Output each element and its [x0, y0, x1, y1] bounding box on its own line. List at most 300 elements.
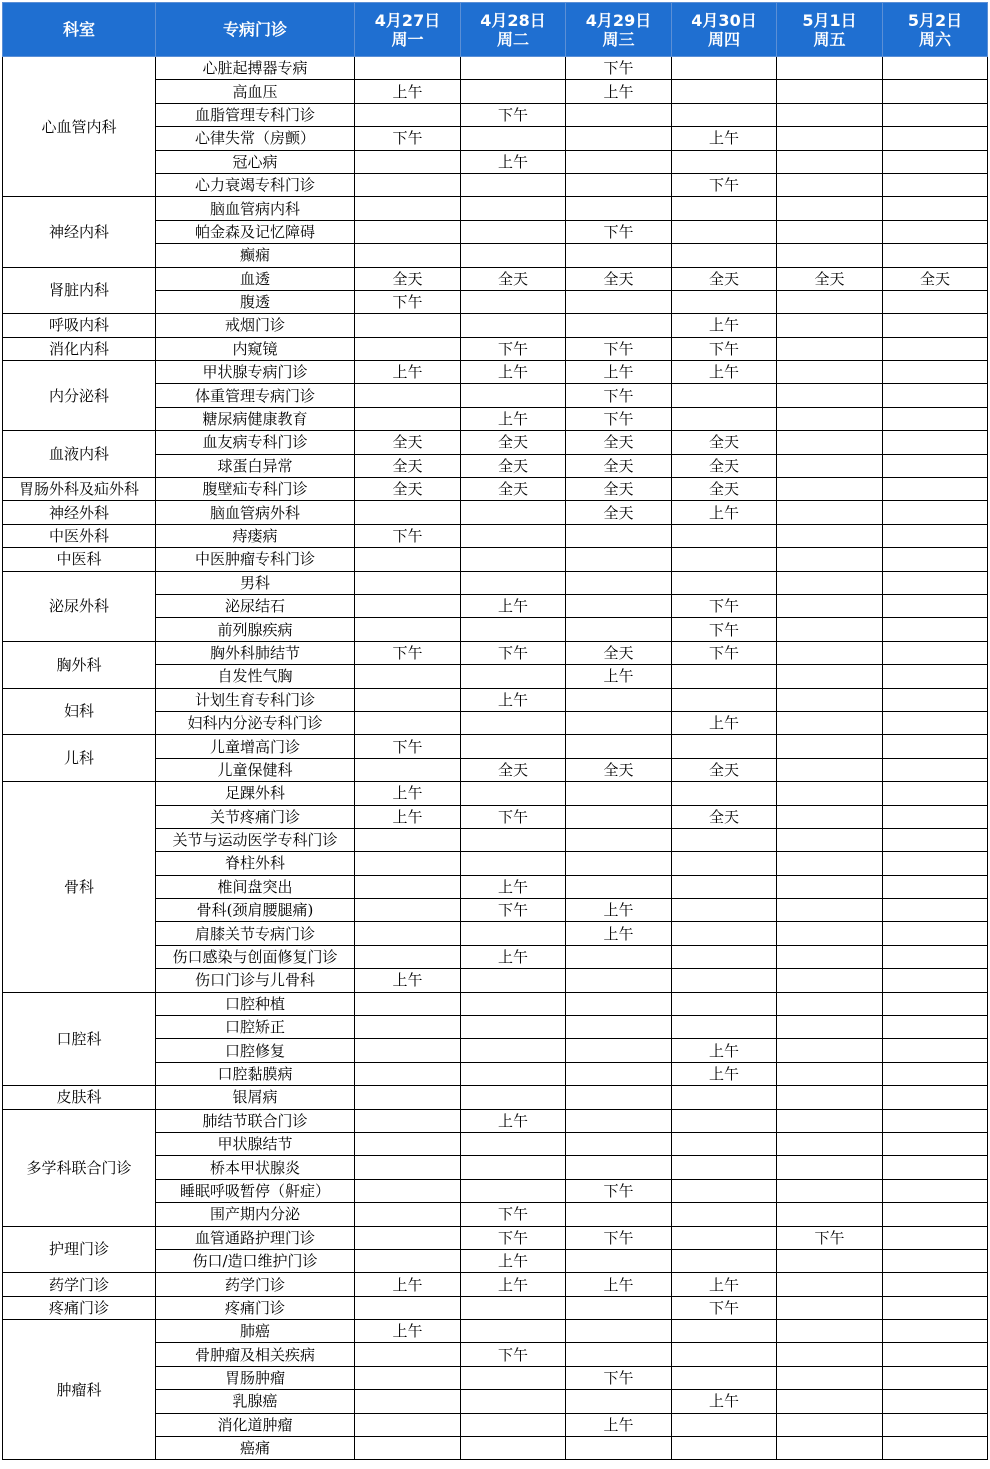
schedule-cell: [672, 1156, 777, 1179]
schedule-cell: [461, 501, 566, 524]
header-day: [777, 3, 883, 57]
table-row: [3, 688, 988, 711]
schedule-cell: [461, 828, 566, 851]
schedule-cell: [883, 501, 988, 524]
schedule-cell: [883, 571, 988, 594]
schedule-cell: [883, 992, 988, 1015]
clinic-cell: 肺癌: [156, 1320, 355, 1343]
schedule-cell: [672, 992, 777, 1015]
schedule-cell: 全天: [566, 267, 672, 290]
schedule-cell: [355, 1343, 461, 1366]
schedule-cell: 下午: [777, 1226, 883, 1249]
schedule-cell: [461, 197, 566, 220]
department-cell: 神经外科: [3, 501, 156, 524]
schedule-cell: [461, 1179, 566, 1202]
schedule-cell: [672, 665, 777, 688]
schedule-cell: 全天: [883, 267, 988, 290]
header-day: [461, 3, 566, 57]
department-cell: 消化内科: [3, 337, 156, 360]
schedule-cell: [566, 1109, 672, 1132]
schedule-cell: [883, 173, 988, 196]
schedule-cell: [883, 454, 988, 477]
clinic-cell: 癌痛: [156, 1437, 355, 1460]
schedule-cell: [355, 1086, 461, 1109]
schedule-cell: 下午: [461, 337, 566, 360]
schedule-cell: [777, 641, 883, 664]
clinic-cell: 口腔种植: [156, 992, 355, 1015]
schedule-cell: 上午: [672, 127, 777, 150]
schedule-cell: [566, 1296, 672, 1319]
schedule-cell: [883, 945, 988, 968]
schedule-cell: [672, 197, 777, 220]
clinic-cell: 肺结节联合门诊: [156, 1109, 355, 1132]
schedule-cell: 上午: [355, 1273, 461, 1296]
clinic-cell: 围产期内分泌: [156, 1203, 355, 1226]
schedule-cell: [672, 1413, 777, 1436]
schedule-cell: 下午: [566, 1366, 672, 1389]
clinic-cell: 桥本甲状腺炎: [156, 1156, 355, 1179]
schedule-cell: [672, 57, 777, 80]
header-weekday: 周二: [496, 29, 529, 49]
clinic-cell: 腹壁疝专科门诊: [156, 478, 355, 501]
schedule-cell: [355, 688, 461, 711]
schedule-cell: 上午: [461, 875, 566, 898]
clinic-cell: 胃肠肿瘤: [156, 1366, 355, 1389]
clinic-cell: 血管通路护理门诊: [156, 1226, 355, 1249]
header-weekday: 周四: [707, 29, 740, 49]
schedule-cell: [777, 1132, 883, 1155]
schedule-cell: [883, 805, 988, 828]
table-row: [3, 337, 988, 360]
schedule-cell: [777, 173, 883, 196]
table-row: [3, 548, 988, 571]
clinic-cell: 内窥镜: [156, 337, 355, 360]
schedule-cell: [777, 431, 883, 454]
schedule-cell: 全天: [566, 431, 672, 454]
schedule-cell: [355, 173, 461, 196]
schedule-cell: [461, 1062, 566, 1085]
clinic-cell: 心脏起搏器专病: [156, 57, 355, 80]
schedule-cell: 下午: [672, 1296, 777, 1319]
schedule-cell: [672, 899, 777, 922]
schedule-cell: 上午: [355, 782, 461, 805]
header-dept: 科室: [3, 3, 156, 57]
schedule-cell: 上午: [566, 1273, 672, 1296]
clinic-cell: 高血压: [156, 80, 355, 103]
schedule-cell: [777, 1320, 883, 1343]
schedule-cell: 上午: [672, 1062, 777, 1085]
schedule-cell: [883, 618, 988, 641]
schedule-cell: [672, 875, 777, 898]
schedule-cell: [883, 899, 988, 922]
schedule-cell: [566, 782, 672, 805]
schedule-cell: [672, 688, 777, 711]
schedule-cell: [672, 1179, 777, 1202]
header-date: 4月27日: [374, 10, 441, 30]
department-cell: 呼吸内科: [3, 314, 156, 337]
schedule-cell: [355, 57, 461, 80]
clinic-cell: 戒烟门诊: [156, 314, 355, 337]
schedule-cell: [461, 548, 566, 571]
schedule-cell: [883, 524, 988, 547]
table-body: [3, 57, 988, 1460]
schedule-cell: [883, 220, 988, 243]
schedule-cell: [883, 1132, 988, 1155]
schedule-cell: [355, 1249, 461, 1272]
schedule-cell: [672, 1016, 777, 1039]
schedule-cell: 全天: [461, 267, 566, 290]
table-row: [3, 524, 988, 547]
clinic-cell: 口腔矫正: [156, 1016, 355, 1039]
schedule-cell: 下午: [566, 57, 672, 80]
schedule-cell: [672, 922, 777, 945]
table-row: [3, 57, 988, 80]
schedule-cell: [566, 173, 672, 196]
schedule-cell: [355, 665, 461, 688]
schedule-cell: [461, 1156, 566, 1179]
schedule-cell: [355, 711, 461, 734]
schedule-cell: 上午: [566, 80, 672, 103]
schedule-cell: [777, 665, 883, 688]
schedule-cell: [777, 384, 883, 407]
schedule-cell: [672, 103, 777, 126]
schedule-cell: [461, 290, 566, 313]
schedule-cell: [566, 524, 672, 547]
schedule-cell: [461, 782, 566, 805]
schedule-cell: [566, 828, 672, 851]
schedule-cell: [672, 1203, 777, 1226]
schedule-cell: [777, 244, 883, 267]
schedule-cell: 上午: [461, 1109, 566, 1132]
schedule-cell: 上午: [566, 361, 672, 384]
schedule-cell: 上午: [355, 805, 461, 828]
schedule-cell: [461, 735, 566, 758]
department-cell: 骨科: [3, 782, 156, 993]
clinic-cell: 帕金森及记忆障碍: [156, 220, 355, 243]
schedule-cell: [566, 1132, 672, 1155]
schedule-cell: [355, 384, 461, 407]
schedule-cell: [777, 197, 883, 220]
schedule-cell: [566, 244, 672, 267]
schedule-cell: [777, 314, 883, 337]
schedule-cell: [883, 1156, 988, 1179]
schedule-cell: [355, 548, 461, 571]
schedule-cell: [672, 1366, 777, 1389]
schedule-cell: [461, 127, 566, 150]
schedule-cell: [355, 618, 461, 641]
schedule-cell: 全天: [355, 267, 461, 290]
header-row: [3, 3, 988, 57]
schedule-cell: [355, 1366, 461, 1389]
table-row: [3, 197, 988, 220]
department-cell: 药学门诊: [3, 1273, 156, 1296]
schedule-cell: [777, 711, 883, 734]
schedule-cell: [461, 571, 566, 594]
schedule-cell: [672, 1249, 777, 1272]
schedule-cell: 下午: [461, 1203, 566, 1226]
schedule-cell: [883, 665, 988, 688]
clinic-cell: 癫痫: [156, 244, 355, 267]
schedule-cell: [566, 1086, 672, 1109]
schedule-cell: 下午: [566, 220, 672, 243]
schedule-cell: [777, 1016, 883, 1039]
schedule-cell: 下午: [461, 103, 566, 126]
schedule-cell: [777, 618, 883, 641]
department-cell: 内分泌科: [3, 361, 156, 431]
table-row: [3, 1086, 988, 1109]
clinic-cell: 睡眠呼吸暂停（鼾症）: [156, 1179, 355, 1202]
schedule-cell: [355, 922, 461, 945]
clinic-schedule-table: [2, 2, 988, 1460]
schedule-cell: [672, 407, 777, 430]
schedule-cell: 全天: [461, 431, 566, 454]
schedule-cell: [672, 1132, 777, 1155]
schedule-cell: [883, 1249, 988, 1272]
schedule-cell: [883, 197, 988, 220]
table-header: [3, 3, 988, 57]
schedule-cell: [672, 220, 777, 243]
schedule-cell: [883, 641, 988, 664]
clinic-cell: 疼痛门诊: [156, 1296, 355, 1319]
schedule-cell: [777, 1179, 883, 1202]
schedule-cell: 全天: [672, 431, 777, 454]
department-cell: 护理门诊: [3, 1226, 156, 1273]
schedule-cell: [355, 1109, 461, 1132]
schedule-cell: [777, 782, 883, 805]
schedule-cell: 下午: [672, 337, 777, 360]
clinic-cell: 泌尿结石: [156, 594, 355, 617]
table-row: [3, 735, 988, 758]
schedule-cell: [566, 618, 672, 641]
schedule-cell: 全天: [672, 478, 777, 501]
table-row: [3, 501, 988, 524]
clinic-cell: 伤口门诊与儿骨科: [156, 969, 355, 992]
schedule-cell: [883, 1016, 988, 1039]
schedule-cell: [883, 337, 988, 360]
schedule-cell: [883, 828, 988, 851]
schedule-cell: 下午: [461, 1226, 566, 1249]
schedule-cell: 上午: [566, 665, 672, 688]
schedule-cell: [566, 1156, 672, 1179]
schedule-cell: [355, 571, 461, 594]
schedule-cell: 下午: [461, 1343, 566, 1366]
schedule-cell: [883, 1413, 988, 1436]
schedule-cell: [883, 548, 988, 571]
schedule-cell: [883, 384, 988, 407]
schedule-cell: 上午: [355, 969, 461, 992]
schedule-cell: [355, 314, 461, 337]
schedule-cell: [566, 594, 672, 617]
schedule-cell: [461, 80, 566, 103]
schedule-cell: [672, 1343, 777, 1366]
schedule-cell: [777, 992, 883, 1015]
schedule-cell: [777, 805, 883, 828]
schedule-cell: 全天: [672, 454, 777, 477]
schedule-cell: 上午: [461, 594, 566, 617]
schedule-cell: [566, 945, 672, 968]
department-cell: 疼痛门诊: [3, 1296, 156, 1319]
clinic-cell: 肩膝关节专病门诊: [156, 922, 355, 945]
department-cell: 中医科: [3, 548, 156, 571]
clinic-cell: 药学门诊: [156, 1273, 355, 1296]
schedule-cell: 全天: [461, 478, 566, 501]
schedule-cell: [355, 594, 461, 617]
schedule-cell: [777, 571, 883, 594]
schedule-cell: 全天: [355, 431, 461, 454]
schedule-cell: [777, 1437, 883, 1460]
schedule-cell: 上午: [461, 150, 566, 173]
schedule-cell: [461, 618, 566, 641]
schedule-cell: 全天: [355, 454, 461, 477]
schedule-cell: [672, 852, 777, 875]
schedule-cell: [672, 828, 777, 851]
schedule-cell: [777, 220, 883, 243]
schedule-cell: [883, 711, 988, 734]
schedule-cell: 上午: [461, 1273, 566, 1296]
schedule-cell: [777, 150, 883, 173]
clinic-cell: 关节与运动医学专科门诊: [156, 828, 355, 851]
schedule-cell: [672, 1086, 777, 1109]
schedule-cell: [883, 478, 988, 501]
schedule-cell: [355, 758, 461, 781]
schedule-cell: [883, 361, 988, 384]
schedule-cell: [883, 1203, 988, 1226]
schedule-cell: [566, 548, 672, 571]
clinic-cell: 冠心病: [156, 150, 355, 173]
schedule-cell: [355, 501, 461, 524]
schedule-cell: [461, 384, 566, 407]
schedule-cell: 全天: [672, 267, 777, 290]
schedule-cell: [777, 1249, 883, 1272]
schedule-cell: [672, 969, 777, 992]
schedule-cell: 全天: [566, 758, 672, 781]
clinic-cell: 脑血管病外科: [156, 501, 355, 524]
department-cell: 神经内科: [3, 197, 156, 267]
schedule-cell: 下午: [461, 641, 566, 664]
schedule-cell: [355, 337, 461, 360]
schedule-cell: [777, 501, 883, 524]
schedule-cell: [777, 57, 883, 80]
schedule-cell: 上午: [672, 1273, 777, 1296]
schedule-cell: [883, 127, 988, 150]
schedule-cell: [355, 220, 461, 243]
clinic-cell: 妇科内分泌专科门诊: [156, 711, 355, 734]
department-cell: 妇科: [3, 688, 156, 735]
schedule-cell: [777, 1366, 883, 1389]
schedule-cell: [566, 1437, 672, 1460]
schedule-cell: [883, 431, 988, 454]
schedule-cell: [777, 735, 883, 758]
schedule-cell: [883, 290, 988, 313]
department-cell: 胃肠外科及疝外科: [3, 478, 156, 501]
department-cell: 多学科联合门诊: [3, 1109, 156, 1226]
schedule-cell: [883, 103, 988, 126]
schedule-cell: 下午: [672, 173, 777, 196]
schedule-cell: 全天: [566, 501, 672, 524]
schedule-cell: [777, 290, 883, 313]
schedule-cell: [777, 1156, 883, 1179]
clinic-cell: 脑血管病内科: [156, 197, 355, 220]
schedule-cell: 下午: [672, 618, 777, 641]
table-row: [3, 1273, 988, 1296]
schedule-cell: [461, 1390, 566, 1413]
schedule-cell: [883, 1039, 988, 1062]
schedule-cell: [883, 57, 988, 80]
clinic-cell: 消化道肿瘤: [156, 1413, 355, 1436]
header-weekday: 周三: [602, 29, 635, 49]
clinic-cell: 椎间盘突出: [156, 875, 355, 898]
schedule-cell: [566, 735, 672, 758]
schedule-cell: [566, 992, 672, 1015]
department-cell: 口腔科: [3, 992, 156, 1086]
clinic-cell: 银屑病: [156, 1086, 355, 1109]
schedule-cell: [777, 1062, 883, 1085]
table-row: [3, 1296, 988, 1319]
schedule-cell: 上午: [461, 1249, 566, 1272]
schedule-cell: [883, 244, 988, 267]
clinic-cell: 伤口感染与创面修复门诊: [156, 945, 355, 968]
clinic-cell: 乳腺癌: [156, 1390, 355, 1413]
clinic-cell: 血透: [156, 267, 355, 290]
schedule-cell: [566, 1062, 672, 1085]
table-row: [3, 641, 988, 664]
clinic-cell: 血友病专科门诊: [156, 431, 355, 454]
schedule-cell: [355, 1203, 461, 1226]
schedule-cell: 下午: [566, 384, 672, 407]
schedule-cell: 上午: [672, 314, 777, 337]
schedule-cell: [777, 337, 883, 360]
header-date: 4月30日: [691, 10, 757, 30]
schedule-cell: [461, 665, 566, 688]
schedule-cell: 下午: [461, 899, 566, 922]
schedule-cell: [461, 524, 566, 547]
schedule-cell: [672, 384, 777, 407]
schedule-cell: [566, 197, 672, 220]
schedule-cell: 上午: [672, 361, 777, 384]
clinic-cell: 脊柱外科: [156, 852, 355, 875]
clinic-cell: 关节疼痛门诊: [156, 805, 355, 828]
schedule-cell: [566, 1343, 672, 1366]
schedule-cell: 上午: [461, 407, 566, 430]
schedule-cell: [883, 1086, 988, 1109]
schedule-cell: [672, 1320, 777, 1343]
schedule-cell: 上午: [566, 1413, 672, 1436]
table-row: [3, 478, 988, 501]
table-row: [3, 992, 988, 1015]
schedule-cell: 上午: [672, 1390, 777, 1413]
schedule-cell: [355, 945, 461, 968]
schedule-cell: 全天: [355, 478, 461, 501]
schedule-cell: [883, 150, 988, 173]
department-cell: 血液内科: [3, 431, 156, 478]
clinic-cell: 前列腺疾病: [156, 618, 355, 641]
schedule-cell: [566, 314, 672, 337]
schedule-cell: [355, 1156, 461, 1179]
schedule-cell: [355, 244, 461, 267]
schedule-cell: 上午: [461, 688, 566, 711]
clinic-cell: 计划生育专科门诊: [156, 688, 355, 711]
clinic-cell: 甲状腺结节: [156, 1132, 355, 1155]
table-row: [3, 782, 988, 805]
clinic-cell: 腹透: [156, 290, 355, 313]
schedule-cell: [672, 735, 777, 758]
schedule-cell: [672, 571, 777, 594]
clinic-cell: 胸外科肺结节: [156, 641, 355, 664]
schedule-cell: [355, 1390, 461, 1413]
department-cell: 泌尿外科: [3, 571, 156, 641]
schedule-cell: [672, 290, 777, 313]
schedule-cell: 下午: [355, 127, 461, 150]
